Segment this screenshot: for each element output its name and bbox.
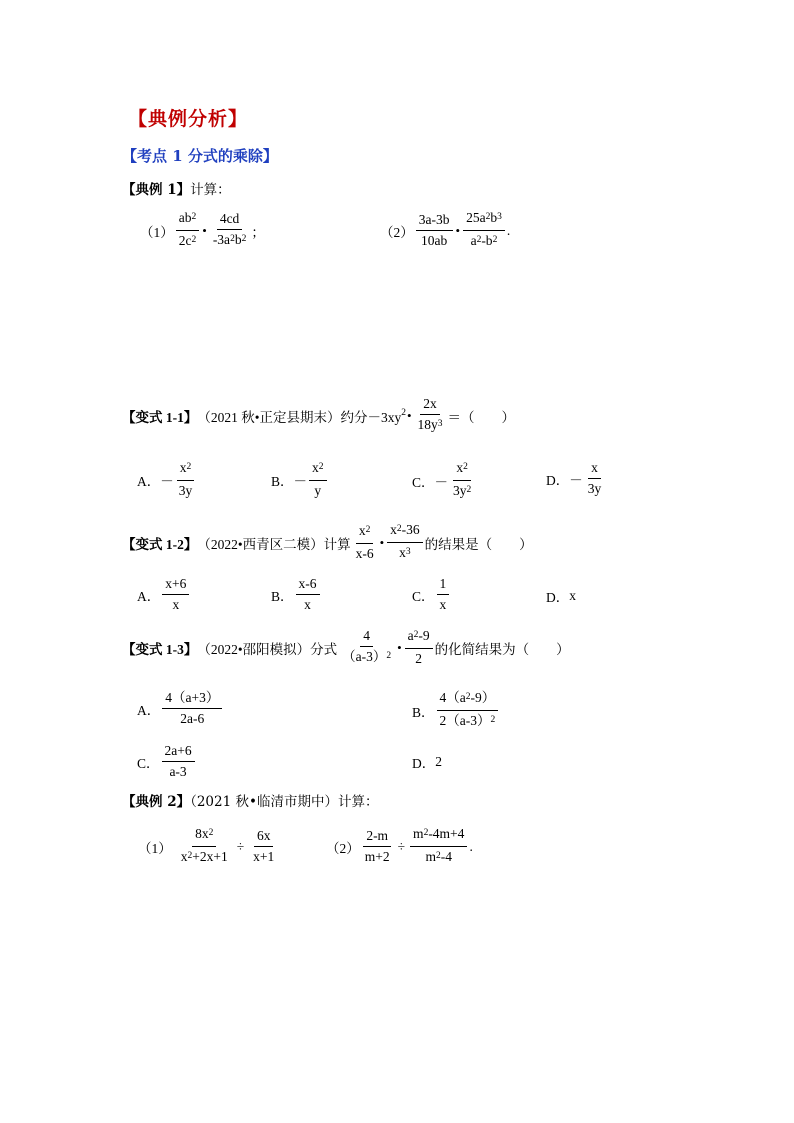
exponent: 2 [318, 462, 324, 472]
variant12-option-c[interactable] [412, 576, 451, 613]
fraction [415, 396, 446, 435]
numerator: 6x [254, 828, 274, 847]
q1-number: （1） [140, 224, 174, 240]
denominator: x [304, 597, 311, 612]
term: x [456, 460, 464, 475]
end-mark: . [506, 222, 511, 238]
variant13-question [122, 628, 570, 667]
variant12-option-a[interactable] [137, 576, 191, 613]
variant13-option-b[interactable] [412, 690, 500, 731]
numerator [453, 460, 471, 481]
q2-number: （2） [326, 840, 360, 856]
denominator [437, 711, 499, 731]
section-heading: 【典例分析】 [128, 108, 249, 130]
variant12-question [122, 522, 533, 563]
term: 3y [453, 483, 467, 498]
denominator [178, 847, 231, 867]
example1-instruction: 计算： [190, 182, 231, 198]
numerator: x-6 [296, 576, 320, 595]
numerator: x [588, 460, 601, 479]
term: （a-3） [342, 649, 387, 664]
exponent: 2 [485, 212, 491, 222]
exponent: 2 [466, 485, 472, 495]
option-letter: C．－ [412, 474, 449, 490]
exponent: 2 [476, 235, 482, 245]
numerator [176, 210, 200, 231]
numerator [410, 826, 467, 847]
exponent: 2 [186, 462, 192, 472]
exponent: 2 [241, 234, 247, 244]
term: m [425, 849, 436, 864]
option-value: 2 [435, 754, 442, 769]
exponent: 2 [386, 651, 392, 661]
term: x [390, 522, 397, 537]
term: x [358, 523, 366, 538]
separator: ； [251, 224, 265, 240]
fraction [416, 212, 453, 249]
numerator: 4cd [217, 211, 243, 230]
fraction [176, 460, 196, 499]
fraction [585, 460, 605, 497]
exponent: 3 [405, 547, 411, 557]
option-letter: D．－ [546, 472, 583, 488]
term: 2（a-3） [439, 713, 491, 728]
variant12-source: （2022•西青区二模）计算 [197, 536, 351, 552]
denominator [422, 847, 455, 867]
example1-q1 [140, 210, 265, 251]
example2-label: 【典例 2】 [122, 794, 191, 810]
term: b [234, 232, 242, 247]
denominator: 3y [587, 481, 602, 496]
term: 8x [195, 826, 209, 841]
option-letter: A．－ [137, 473, 174, 489]
option-value: x [569, 588, 576, 603]
exponent: 2 [463, 462, 468, 472]
numerator [463, 210, 505, 231]
variant12-label: 【变式 1-2】 [122, 536, 198, 552]
variant11-option-a[interactable] [137, 460, 197, 499]
denominator: 2a-6 [180, 711, 205, 726]
denominator: 3y [178, 483, 193, 498]
divide-sign: ÷ [397, 838, 406, 854]
example2-header [122, 790, 378, 810]
variant11-source: （2021 秋•正定县期末）约分－3xy [197, 409, 402, 425]
option-letter: B．－ [271, 473, 308, 489]
denominator [415, 415, 446, 435]
option-letter: A． [137, 588, 161, 604]
variant12-option-d[interactable] [546, 586, 576, 606]
numerator: 2a+6 [162, 743, 195, 762]
option-letter: C． [137, 755, 160, 771]
example2-q1 [138, 826, 279, 867]
term: -3a [212, 232, 231, 247]
exponent: 3 [437, 419, 443, 429]
variant13-option-c[interactable] [137, 743, 197, 780]
term: 18y [417, 417, 438, 432]
term: a [407, 628, 414, 643]
term: 25a [466, 210, 486, 225]
exponent: 2 [465, 692, 471, 702]
end-mark: . [469, 838, 473, 854]
exponent: 2 [208, 828, 214, 838]
numerator: 2-m [363, 828, 391, 847]
variant11-label: 【变式 1-1】 [122, 409, 198, 425]
multiply-dot: • [406, 407, 412, 423]
numerator: 4（a+3） [162, 690, 222, 709]
option-letter: A． [137, 702, 161, 718]
variant13-label: 【变式 1-3】 [122, 641, 198, 657]
q2-number: （2） [380, 224, 414, 240]
numerator: 4 [360, 628, 373, 647]
term: 4（a [439, 690, 466, 705]
exponent: 2 [396, 524, 402, 534]
exponent: 2 [191, 235, 197, 245]
denominator [396, 543, 414, 563]
multiply-dot: • [397, 639, 402, 655]
denominator [468, 231, 501, 251]
numerator: x+6 [162, 576, 189, 595]
numerator [192, 826, 216, 847]
fraction [250, 828, 277, 865]
example1-label: 【典例 1】 [122, 182, 191, 198]
variant11-question [122, 396, 515, 435]
example1-q2 [380, 210, 510, 251]
term: -9） [470, 690, 496, 705]
denominator: x [439, 597, 447, 612]
variant13-tail: 的化简结果为（ ） [434, 641, 570, 657]
fraction [410, 826, 467, 867]
fraction [339, 628, 394, 667]
option-letter: C． [412, 588, 435, 604]
variant11-option-d[interactable] [546, 460, 606, 497]
option-letter: D． [546, 590, 570, 605]
multiply-dot: • [455, 222, 461, 238]
fraction [296, 576, 320, 613]
exponent: 2 [230, 234, 235, 244]
numerator [356, 523, 374, 544]
term: -4 [440, 849, 452, 864]
exponent: 2 [436, 851, 441, 861]
exponent: 3 [497, 212, 502, 222]
numerator [309, 460, 327, 481]
fraction [387, 522, 423, 563]
variant13-option-a[interactable] [137, 690, 224, 727]
fraction [463, 210, 505, 251]
divide-sign: ÷ [236, 838, 245, 854]
example2-q2 [326, 826, 473, 867]
fraction [178, 826, 231, 867]
variant11-tail: ＝（ ） [447, 409, 516, 425]
term: a [470, 233, 477, 248]
term: m [413, 826, 424, 841]
fraction [309, 460, 327, 499]
fraction [162, 576, 189, 613]
denominator: x+1 [253, 849, 275, 864]
exponent: 2 [492, 235, 498, 245]
fraction [162, 690, 222, 727]
term: +2x+1 [192, 849, 228, 864]
variant12-option-b[interactable] [271, 576, 322, 613]
fraction [405, 628, 433, 667]
variant11-option-c[interactable] [412, 460, 476, 501]
denominator: m+2 [364, 849, 390, 864]
term: x [179, 460, 187, 475]
term: b [490, 210, 498, 225]
exponent: 2 [191, 212, 197, 222]
term: -9 [418, 628, 430, 643]
denominator: a-3 [169, 764, 187, 779]
exponent: 2 [401, 407, 406, 418]
fraction [176, 210, 200, 251]
numerator: 3a-3b [416, 212, 453, 231]
option-letter: B． [271, 588, 294, 604]
term: -b [481, 233, 493, 248]
fraction [450, 460, 474, 501]
term: -36 [401, 522, 420, 537]
exponent: 2 [423, 828, 429, 838]
fraction [210, 211, 250, 250]
option-letter: D． [412, 756, 436, 771]
numerator [177, 460, 195, 481]
numerator: 1 [437, 576, 450, 595]
denominator [450, 481, 474, 501]
denominator [339, 647, 394, 667]
numerator [387, 522, 423, 543]
denominator: y [314, 483, 322, 498]
term: x [180, 849, 188, 864]
denominator: 2 [415, 651, 423, 666]
exponent: 2 [365, 525, 371, 535]
topic-title: 【考点 1 分式的乘除】 [122, 147, 278, 165]
variant12-tail: 的结果是（ ） [424, 536, 533, 552]
exponent: 2 [413, 630, 419, 640]
denominator [210, 230, 250, 250]
exponent: 2 [187, 851, 193, 861]
term: -4m+4 [428, 826, 465, 841]
option-letter: B． [412, 704, 435, 720]
denominator: x-6 [355, 546, 374, 561]
example1-header [122, 178, 231, 198]
denominator [176, 231, 200, 251]
variant13-option-d[interactable] [412, 752, 442, 772]
fraction [437, 576, 450, 613]
term: 2c [178, 233, 192, 248]
denominator: 10ab [421, 233, 448, 248]
multiply-dot: • [379, 534, 385, 550]
variant11-option-b[interactable] [271, 460, 329, 499]
variant13-source: （2022•邵阳模拟）分式 [197, 641, 338, 657]
term: ab [178, 210, 192, 225]
q1-number: （1） [138, 840, 172, 856]
fraction [353, 523, 377, 562]
example2-source: （2021 秋•临清市期中）计算： [190, 794, 379, 810]
numerator [405, 628, 433, 649]
exponent: 2 [490, 715, 496, 725]
term: x [399, 545, 406, 560]
numerator: 2x [420, 396, 440, 415]
numerator [437, 690, 499, 711]
fraction [162, 743, 195, 780]
multiply-dot: • [202, 222, 207, 238]
fraction [437, 690, 499, 731]
term: x [312, 460, 319, 475]
denominator: x [172, 597, 180, 612]
fraction [362, 828, 393, 865]
